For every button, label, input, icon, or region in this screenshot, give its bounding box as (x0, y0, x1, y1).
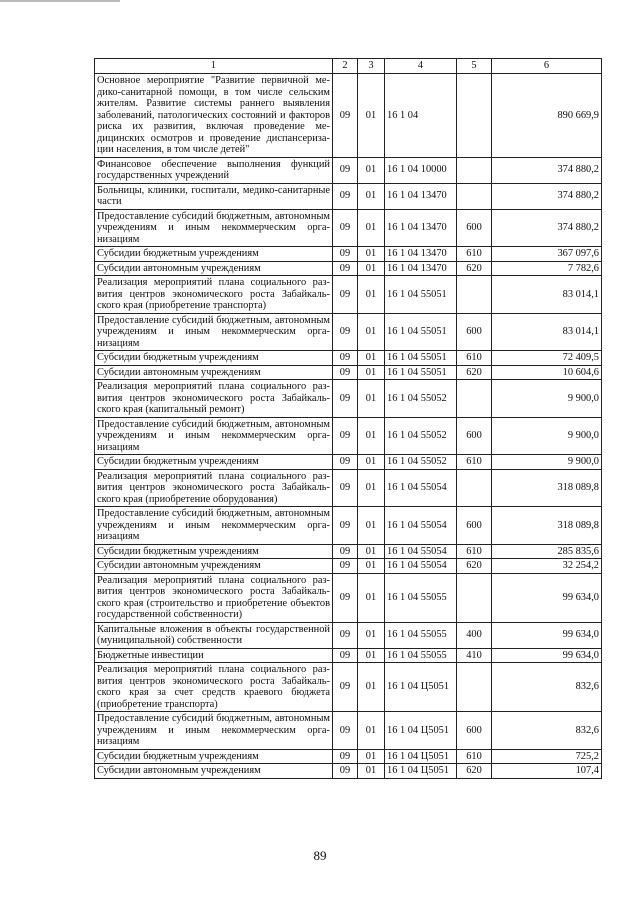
subsection-cell: 01 (358, 351, 385, 366)
subsection-cell: 01 (358, 209, 385, 247)
section-cell: 09 (333, 764, 358, 779)
section-cell: 09 (333, 365, 358, 380)
target-article-cell: 16 1 04 55051 (385, 276, 457, 314)
table-row (95, 417, 602, 455)
table-row (95, 74, 602, 158)
expense-type-cell: 610 (457, 544, 492, 559)
amount-cell: 99 634,0 (492, 622, 602, 648)
expense-type-cell: 610 (457, 247, 492, 262)
row-name-cell: Субсидии автономным учреждениям (95, 764, 333, 779)
section-cell: 09 (333, 712, 358, 750)
table-row (95, 648, 602, 663)
amount-cell: 890 669,9 (492, 74, 602, 158)
table-row (95, 261, 602, 276)
table-row (95, 313, 602, 351)
target-article-cell: 16 1 04 55054 (385, 507, 457, 545)
section-cell: 09 (333, 648, 358, 663)
target-article-cell: 16 1 04 55052 (385, 380, 457, 418)
amount-cell: 374 880,2 (492, 209, 602, 247)
subsection-cell: 01 (358, 380, 385, 418)
header-cell-1: 1 (95, 59, 333, 74)
target-article-cell: 16 1 04 55052 (385, 417, 457, 455)
section-cell: 09 (333, 261, 358, 276)
amount-cell: 107,4 (492, 764, 602, 779)
row-name-cell: Финансовое обеспечение выполнения функций государственных учреждений (95, 157, 333, 183)
target-article-cell: 16 1 04 Ц5051 (385, 749, 457, 764)
budget-table (94, 58, 602, 779)
expense-type-cell: 620 (457, 365, 492, 380)
subsection-cell: 01 (358, 749, 385, 764)
table-row (95, 622, 602, 648)
target-article-cell: 16 1 04 55055 (385, 648, 457, 663)
section-cell: 09 (333, 313, 358, 351)
row-name-cell: Основное мероприятие "Развитие первичной медико-санитарной помощи, в том числе сельским жителям. Развитие системы раннего выявления заболеваний, патологических состояний и факторов риска их развития, включая проведение медицинских осмотров и проведение диспансеризации населения, в том числе детей" (95, 74, 333, 158)
row-name-cell: Предоставление субсидий бюджетным, автономным учреждениям и иным некоммерческим организациям (95, 417, 333, 455)
expense-type-cell: 600 (457, 507, 492, 545)
section-cell: 09 (333, 507, 358, 545)
table-row (95, 209, 602, 247)
expense-type-cell (457, 183, 492, 209)
expense-type-cell: 600 (457, 313, 492, 351)
amount-cell: 832,6 (492, 663, 602, 712)
expense-type-cell (457, 663, 492, 712)
amount-cell: 374 880,2 (492, 157, 602, 183)
table-row (95, 455, 602, 470)
row-name-cell: Реализация мероприятий плана социального развития центров экономического роста Забайкальского края (приобретение транспорта) (95, 276, 333, 314)
amount-cell: 318 089,8 (492, 507, 602, 545)
table-row (95, 663, 602, 712)
section-cell: 09 (333, 749, 358, 764)
section-cell: 09 (333, 247, 358, 262)
amount-cell: 7 782,6 (492, 261, 602, 276)
amount-cell: 9 900,0 (492, 455, 602, 470)
amount-cell: 367 097,6 (492, 247, 602, 262)
header-cell-6: 6 (492, 59, 602, 74)
row-name-cell: Субсидии бюджетным учреждениям (95, 247, 333, 262)
subsection-cell: 01 (358, 544, 385, 559)
section-cell: 09 (333, 276, 358, 314)
target-article-cell: 16 1 04 13470 (385, 247, 457, 262)
amount-cell: 9 900,0 (492, 380, 602, 418)
target-article-cell: 16 1 04 55054 (385, 559, 457, 574)
subsection-cell: 01 (358, 469, 385, 507)
subsection-cell: 01 (358, 247, 385, 262)
section-cell: 09 (333, 380, 358, 418)
row-name-cell: Капитальные вложения в объекты государственной (муниципальной) собственности (95, 622, 333, 648)
target-article-cell: 16 1 04 55055 (385, 573, 457, 622)
section-cell: 09 (333, 74, 358, 158)
target-article-cell: 16 1 04 55055 (385, 622, 457, 648)
section-cell: 09 (333, 351, 358, 366)
table-row (95, 544, 602, 559)
header-cell-4: 4 (385, 59, 457, 74)
section-cell: 09 (333, 559, 358, 574)
row-name-cell: Предоставление субсидий бюджетным, автономным учреждениям и иным некоммерческим организациям (95, 507, 333, 545)
target-article-cell: 16 1 04 55051 (385, 365, 457, 380)
target-article-cell: 16 1 04 10000 (385, 157, 457, 183)
row-name-cell: Больницы, клиники, госпитали, медико-санитарные части (95, 183, 333, 209)
row-name-cell: Субсидии бюджетным учреждениям (95, 455, 333, 470)
target-article-cell: 16 1 04 13470 (385, 261, 457, 276)
subsection-cell: 01 (358, 764, 385, 779)
expense-type-cell: 610 (457, 455, 492, 470)
expense-type-cell (457, 380, 492, 418)
header-cell-3: 3 (358, 59, 385, 74)
target-article-cell: 16 1 04 Ц5051 (385, 764, 457, 779)
page-number: 89 (313, 848, 327, 863)
target-article-cell: 16 1 04 55054 (385, 544, 457, 559)
table-row (95, 559, 602, 574)
budget-table-body (95, 59, 602, 779)
target-article-cell: 16 1 04 (385, 74, 457, 158)
amount-cell: 9 900,0 (492, 417, 602, 455)
expense-type-cell (457, 573, 492, 622)
target-article-cell: 16 1 04 55051 (385, 313, 457, 351)
expense-type-cell: 610 (457, 351, 492, 366)
table-row (95, 712, 602, 750)
section-cell: 09 (333, 544, 358, 559)
table-row (95, 764, 602, 779)
section-cell: 09 (333, 622, 358, 648)
amount-cell: 725,2 (492, 749, 602, 764)
row-name-cell: Реализация мероприятий плана социального развития центров экономического роста Забайкальского края (капитальный ремонт) (95, 380, 333, 418)
subsection-cell: 01 (358, 573, 385, 622)
amount-cell: 318 089,8 (492, 469, 602, 507)
subsection-cell: 01 (358, 157, 385, 183)
subsection-cell: 01 (358, 313, 385, 351)
expense-type-cell: 600 (457, 417, 492, 455)
target-article-cell: 16 1 04 55051 (385, 351, 457, 366)
subsection-cell: 01 (358, 276, 385, 314)
table-row (95, 157, 602, 183)
amount-cell: 72 409,5 (492, 351, 602, 366)
section-cell: 09 (333, 183, 358, 209)
row-name-cell: Бюджетные инвестиции (95, 648, 333, 663)
expense-type-cell (457, 157, 492, 183)
table-row (95, 573, 602, 622)
amount-cell: 99 634,0 (492, 648, 602, 663)
section-cell: 09 (333, 455, 358, 470)
target-article-cell: 16 1 04 55054 (385, 469, 457, 507)
row-name-cell: Реализация мероприятий плана социального развития центров экономического роста Забайкальского края (приобретение оборудования) (95, 469, 333, 507)
expense-type-cell: 600 (457, 209, 492, 247)
subsection-cell: 01 (358, 365, 385, 380)
expense-type-cell (457, 74, 492, 158)
table-row (95, 247, 602, 262)
table-row (95, 351, 602, 366)
section-cell: 09 (333, 573, 358, 622)
row-name-cell: Предоставление субсидий бюджетным, автономным учреждениям и иным некоммерческим организациям (95, 313, 333, 351)
subsection-cell: 01 (358, 507, 385, 545)
row-name-cell: Предоставление субсидий бюджетным, автономным учреждениям и иным некоммерческим организациям (95, 209, 333, 247)
section-cell: 09 (333, 663, 358, 712)
table-row (95, 276, 602, 314)
expense-type-cell: 620 (457, 261, 492, 276)
amount-cell: 83 014,1 (492, 276, 602, 314)
table-row (95, 749, 602, 764)
table-row (95, 380, 602, 418)
amount-cell: 99 634,0 (492, 573, 602, 622)
amount-cell: 10 604,6 (492, 365, 602, 380)
row-name-cell: Субсидии бюджетным учреждениям (95, 544, 333, 559)
header-cell-2: 2 (333, 59, 358, 74)
amount-cell: 832,6 (492, 712, 602, 750)
target-article-cell: 16 1 04 Ц5051 (385, 712, 457, 750)
section-cell: 09 (333, 417, 358, 455)
expense-type-cell (457, 469, 492, 507)
table-header-row (95, 59, 602, 74)
row-name-cell: Субсидии автономным учреждениям (95, 261, 333, 276)
expense-type-cell: 620 (457, 559, 492, 574)
expense-type-cell: 600 (457, 712, 492, 750)
row-name-cell: Реализация мероприятий плана социального развития центров экономического роста Забайкальского края (строительство и приобретение объектов государственной собственности) (95, 573, 333, 622)
subsection-cell: 01 (358, 183, 385, 209)
subsection-cell: 01 (358, 455, 385, 470)
row-name-cell: Субсидии бюджетным учреждениям (95, 351, 333, 366)
target-article-cell: 16 1 04 13470 (385, 209, 457, 247)
expense-type-cell: 610 (457, 749, 492, 764)
subsection-cell: 01 (358, 261, 385, 276)
expense-type-cell: 410 (457, 648, 492, 663)
subsection-cell: 01 (358, 648, 385, 663)
subsection-cell: 01 (358, 417, 385, 455)
subsection-cell: 01 (358, 622, 385, 648)
amount-cell: 32 254,2 (492, 559, 602, 574)
subsection-cell: 01 (358, 712, 385, 750)
header-cell-5: 5 (457, 59, 492, 74)
amount-cell: 285 835,6 (492, 544, 602, 559)
row-name-cell: Субсидии бюджетным учреждениям (95, 749, 333, 764)
table-row (95, 183, 602, 209)
table-row (95, 469, 602, 507)
subsection-cell: 01 (358, 559, 385, 574)
section-cell: 09 (333, 209, 358, 247)
subsection-cell: 01 (358, 663, 385, 712)
section-cell: 09 (333, 469, 358, 507)
scan-edge-mark (0, 0, 120, 2)
row-name-cell: Субсидии автономным учреждениям (95, 365, 333, 380)
target-article-cell: 16 1 04 13470 (385, 183, 457, 209)
amount-cell: 83 014,1 (492, 313, 602, 351)
expense-type-cell (457, 276, 492, 314)
table-row (95, 507, 602, 545)
table-row (95, 365, 602, 380)
target-article-cell: 16 1 04 Ц5051 (385, 663, 457, 712)
expense-type-cell: 400 (457, 622, 492, 648)
subsection-cell: 01 (358, 74, 385, 158)
expense-type-cell: 620 (457, 764, 492, 779)
amount-cell: 374 880,2 (492, 183, 602, 209)
row-name-cell: Предоставление субсидий бюджетным, автономным учреждениям и иным некоммерческим организациям (95, 712, 333, 750)
row-name-cell: Реализация мероприятий плана социального развития центров экономического роста Забайкальского края за счет средств краевого бюджета (приобретение транспорта) (95, 663, 333, 712)
row-name-cell: Субсидии автономным учреждениям (95, 559, 333, 574)
target-article-cell: 16 1 04 55052 (385, 455, 457, 470)
section-cell: 09 (333, 157, 358, 183)
